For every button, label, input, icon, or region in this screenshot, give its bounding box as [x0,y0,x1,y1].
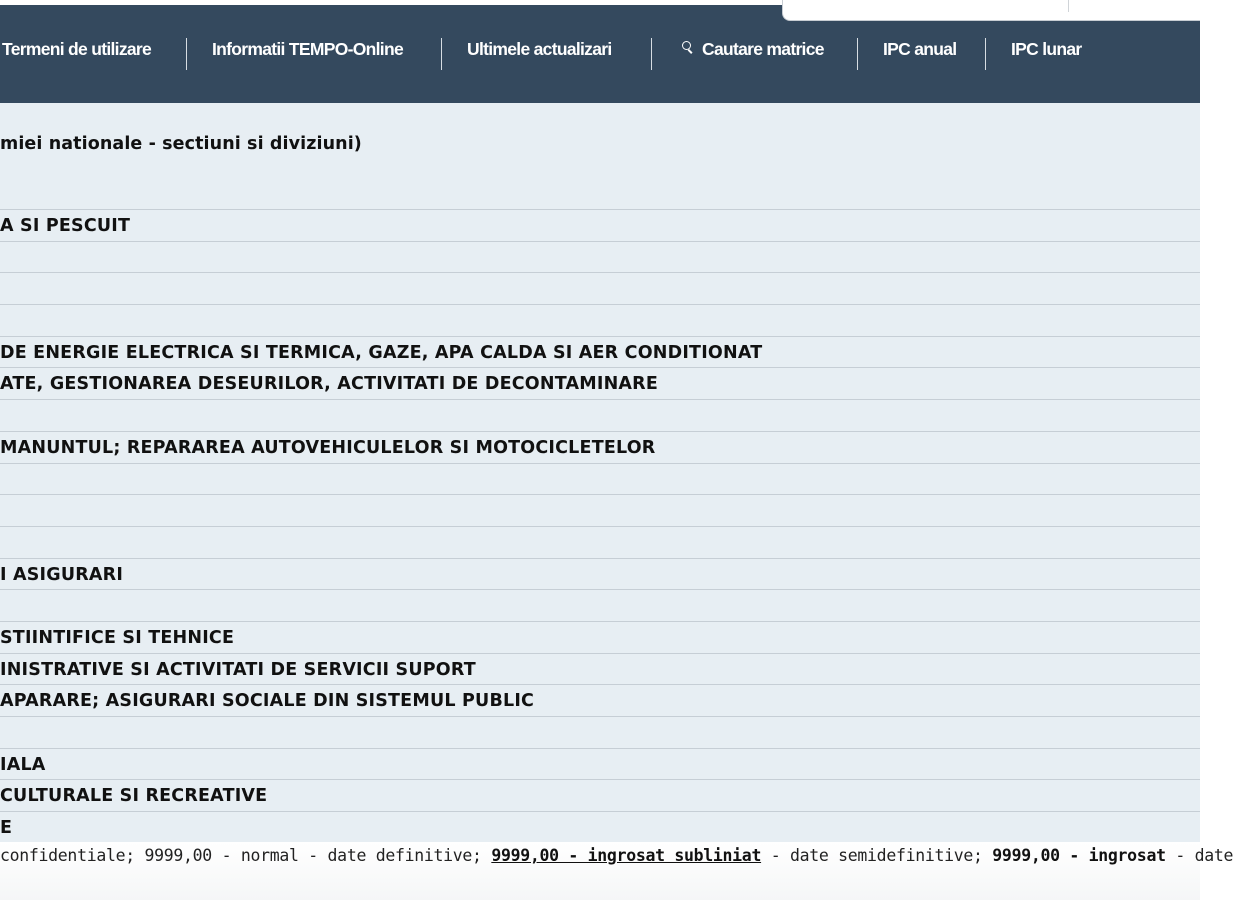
row-label: IALA [0,754,46,775]
nav-informatii-label: Informatii TEMPO-Online [212,39,403,59]
row-label: I ASIGURARI [0,564,124,585]
nav-informatii-tempo-online[interactable] [212,38,403,70]
nav-termeni-de-utilizare[interactable] [2,38,151,70]
footnote-part-normal: confidentiale; 9999,00 - normal - date definitive; [0,846,492,865]
nav-separator [441,38,442,70]
row-label: ATE, GESTIONAREA DESEURILOR, ACTIVITATI DE DECONTAMINARE [0,374,658,395]
nav-ipc-lunar-label: IPC lunar [1011,39,1082,59]
table-row [0,684,1200,716]
legend-footnote [0,846,1233,870]
footnote-part-semidefinitive: - date semidefinitive; [761,846,993,865]
nav-cautare-matrice[interactable] [681,38,824,70]
row-label: A SI PESCUIT [0,216,131,236]
table-row [0,463,1200,495]
table-row [0,399,1200,431]
table-title: miei nationale - sectiuni si diviziuni) [0,134,362,154]
nav-separator [985,38,986,70]
table-row [0,494,1200,526]
nav-ultimele-label: Ultimele actualizari [467,39,612,59]
row-label: CULTURALE SI RECREATIVE [0,786,268,807]
nav-separator [186,38,187,70]
top-navigation-bar [0,5,1200,103]
table-row [0,209,1200,241]
table-row [0,526,1200,558]
row-label: STIINTIFICE SI TEHNICE [0,627,235,648]
table-row [0,779,1200,811]
table-row [0,811,1200,843]
nav-termeni-label: Termeni de utilizare [2,39,152,59]
table-row [0,589,1200,621]
row-label: E [0,818,13,839]
footnote-bold-underlined: 9999,00 - ingrosat subliniat [491,846,762,865]
category-list [0,209,1200,843]
nav-separator [651,38,652,70]
table-row [0,431,1200,463]
nav-cautare-label: Cautare matrice [702,39,824,59]
table-panel [0,103,1200,842]
row-label: APARARE; ASIGURARI SOCIALE DIN SISTEMUL PUBLIC [0,691,535,712]
table-row [0,653,1200,685]
table-row [0,621,1200,653]
table-row [0,336,1200,368]
table-row [0,558,1200,590]
nav-ipc-anual[interactable] [883,38,956,70]
row-label: DE ENERGIE ELECTRICA SI TERMICA, GAZE, APA CALDA SI AER CONDITIONAT [0,342,763,363]
nav-ultimele-actualizari[interactable] [467,38,612,70]
table-row [0,241,1200,273]
table-row [0,304,1200,336]
row-label: MANUNTUL; REPARAREA AUTOVEHICULELOR SI MOTOCICLETELOR [0,437,656,458]
table-row [0,367,1200,399]
search-box-divider [1068,0,1069,12]
table-row [0,272,1200,304]
footnote-bold: 9999,00 - ingrosat [992,846,1166,865]
nav-ipc-anual-label: IPC anual [883,39,957,59]
table-row [0,748,1200,780]
nav-separator [857,38,858,70]
nav-ipc-lunar[interactable] [1011,38,1082,70]
row-label: INISTRATIVE SI ACTIVITATI DE SERVICII SUPORT [0,659,476,680]
search-box[interactable] [782,0,1200,21]
search-icon [681,41,694,54]
footnote-part-end: - date [1165,846,1233,865]
table-row [0,716,1200,748]
